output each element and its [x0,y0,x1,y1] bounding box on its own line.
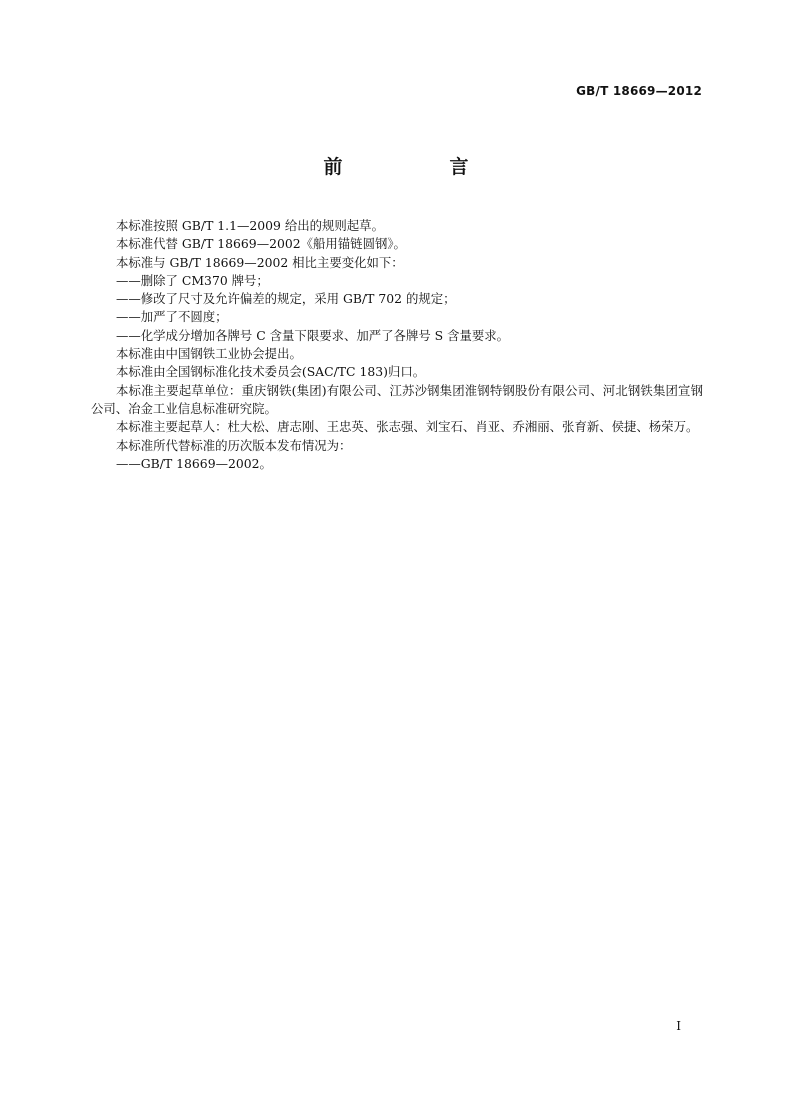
document-body [91,217,703,473]
paragraph-history-intro: 本标准所代替标准的历次版本发布情况为： [116,437,352,453]
page-title: 前 言 [323,156,513,178]
list-item-change-2: ——修改了尺寸及允许偏差的规定，采用 GB/T 702 的规定； [116,291,456,307]
paragraph-centralized-by: 本标准由全国钢标准化技术委员会(SAC/TC 183)归口。 [116,364,426,380]
paragraph-drafters: 本标准主要起草人：杜大松、唐志刚、王忠英、张志强、刘宝石、肖亚、乔湘丽、张育新、侯捷、杨荣万。 [116,419,699,435]
paragraph-replaces: 本标准代替 GB/T 18669—2002《船用锚链圆钢》。 [116,236,406,252]
paragraph-drafting-rules: 本标准按照 GB/T 1.1—2009 给出的规则起草。 [116,218,384,233]
standard-code: GB/T 18669—2012 [576,84,702,98]
paragraph-drafting-units: 本标准主要起草单位：重庆钢铁(集团)有限公司、江苏沙钢集团淮钢特钢股份有限公司、河北钢铁集团宣钢公司、冶金工业信息标准研究院。 [91,382,703,416]
list-item-change-1: ——删除了 CM370 牌号； [116,272,269,288]
paragraph-changes-intro: 本标准与 GB/T 18669—2002 相比主要变化如下： [116,254,404,270]
page-number: I [676,1019,681,1033]
paragraph-proposed-by: 本标准由中国钢铁工业协会提出。 [116,346,302,362]
list-item-history-1: ——GB/T 18669—2002。 [116,455,272,471]
list-item-change-3: ——加严了不圆度； [116,309,228,325]
list-item-change-4: ——化学成分增加各牌号 C 含量下限要求、加严了各牌号 S 含量要求。 [116,327,510,343]
